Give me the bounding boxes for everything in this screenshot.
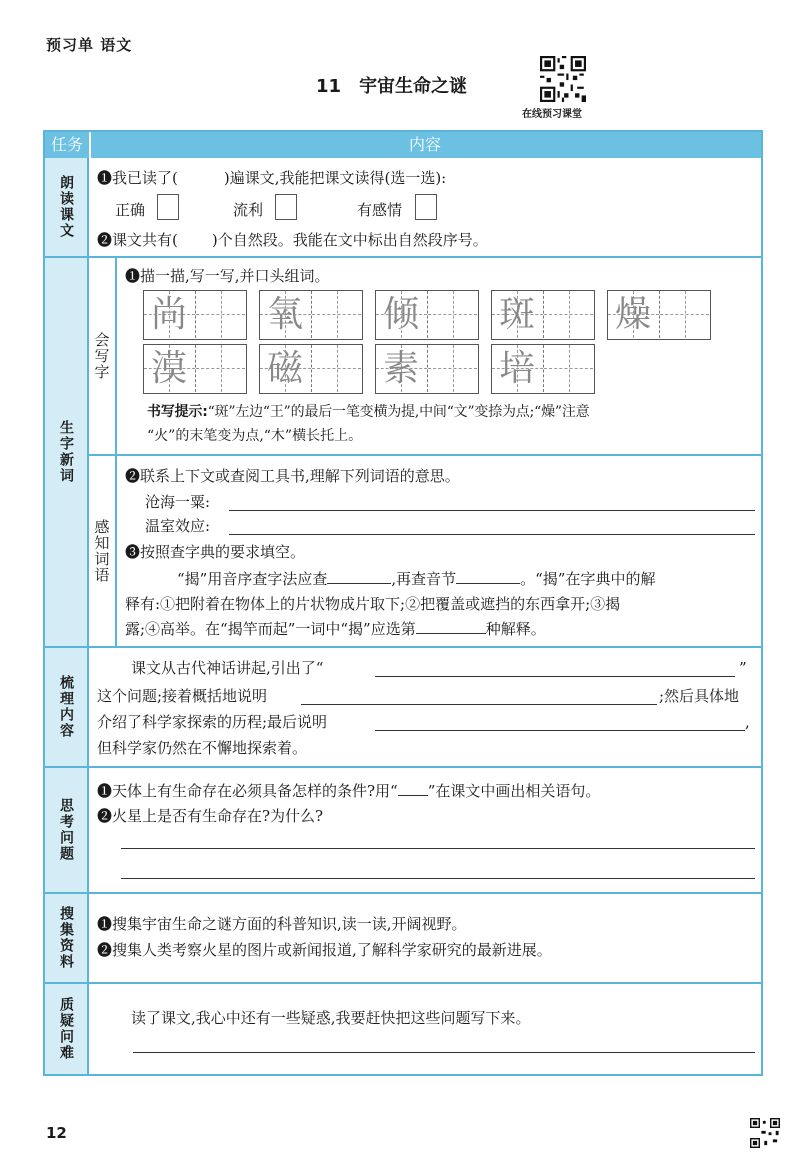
- model-character: 倾: [382, 294, 419, 335]
- term-canghai: 沧海一粟:: [145, 493, 211, 511]
- qr-code-icon[interactable]: [540, 56, 586, 102]
- term-greenhouse-answer-line[interactable]: [229, 534, 755, 535]
- outline-line2-end: ;然后具体地: [659, 687, 740, 705]
- model-character: 氧: [266, 294, 303, 335]
- outline-line1-start: 课文从古代神话讲起,引出了“: [131, 659, 324, 677]
- q3-blank-meaning[interactable]: [416, 618, 486, 634]
- col-content-header: 内容: [89, 132, 761, 158]
- option-correct-label: 正确: [115, 201, 146, 219]
- words-q3-line2: 释有:①把附着在物体上的片状物成片取下;②把覆盖或遮挡的东西拿开;③揭: [125, 595, 621, 613]
- doubts-answer-line[interactable]: [133, 1052, 755, 1053]
- model-character: 培: [498, 348, 535, 389]
- outline-blank-3[interactable]: [375, 730, 745, 731]
- writing-hint-line2: “火”的末笔变为点,“木”横长托上。: [147, 428, 363, 444]
- row-label-questions: 思考问题: [45, 768, 89, 892]
- option-correct-checkbox[interactable]: [157, 194, 179, 220]
- question-1: ❶天体上有生命存在必须具备怎样的条件?用“ ”在课文中画出相关语句。: [97, 782, 601, 800]
- model-character: 斑: [498, 294, 535, 335]
- sublabel-write: 会写字: [89, 258, 117, 454]
- term-greenhouse: 温室效应:: [145, 517, 211, 535]
- reading-line2: ❷课文共有( )个自然段。我能在文中标出自然段序号。: [97, 231, 488, 249]
- sublabel-perceive: 感知词语: [89, 456, 117, 646]
- q3-blank-letter[interactable]: [327, 568, 391, 584]
- collect-item-1: ❶搜集宇宙生命之谜方面的科普知识,读一读,开阔视野。: [97, 915, 467, 933]
- row-label-outline: 梳理内容: [45, 648, 89, 766]
- char-grid[interactable]: [143, 290, 247, 340]
- lesson-number: 11: [316, 76, 342, 97]
- outline-line4: 但科学家仍然在不懈地探索着。: [97, 739, 308, 757]
- table-header: [45, 132, 761, 158]
- outline-line3-end: ,: [745, 713, 750, 731]
- term-canghai-answer-line[interactable]: [229, 510, 755, 511]
- outline-line3-start: 介绍了科学家探索的历程;最后说明: [97, 713, 328, 731]
- doubts-prompt: 读了课文,我心中还有一些疑惑,我要赶快把这些问题写下来。: [131, 1009, 531, 1027]
- preview-table: [43, 130, 763, 1076]
- model-character: 尚: [150, 294, 187, 335]
- page-number: 12: [46, 1124, 67, 1142]
- reading-line1: ❶我已读了( )遍课文,我能把课文读得(选一选):: [97, 169, 447, 187]
- model-character: 燥: [614, 294, 651, 335]
- char-grid[interactable]: [259, 290, 363, 340]
- collect-item-2: ❷搜集人类考察火星的图片或新闻报道,了解科学家研究的最新进展。: [97, 941, 552, 959]
- outline-blank-1[interactable]: [375, 676, 735, 677]
- row-label-collect: 搜集资料: [45, 894, 89, 982]
- char-grid[interactable]: [143, 344, 247, 394]
- lesson-title-text: 宇宙生命之谜: [359, 76, 468, 97]
- outline-line2-start: 这个问题;接着概括地说明: [97, 687, 268, 705]
- question-2-answer-line-1[interactable]: [121, 848, 755, 849]
- words-q2: ❷联系上下文或查阅工具书,理解下列词语的意思。: [125, 467, 460, 485]
- header-label: 预习单 语文: [46, 36, 133, 54]
- option-fluent-checkbox[interactable]: [275, 194, 297, 220]
- row-label-doubts: 质疑问难: [45, 984, 89, 1074]
- qr-caption: 在线预习课堂: [522, 109, 582, 120]
- row-label-reading: 朗读课文: [45, 158, 89, 256]
- char-grid[interactable]: [375, 344, 479, 394]
- outline-blank-2[interactable]: [301, 704, 657, 705]
- char-grid[interactable]: [491, 344, 595, 394]
- words-q3: ❸按照查字典的要求填空。: [125, 543, 306, 561]
- writing-hint-line1: 书写提示:“斑”左边“王”的最后一笔变横为提,中间“文”变捺为点;“燥”注意: [147, 404, 590, 420]
- words-q3-line1: “揭”用音序查字法应查 ,再查音节 。“揭”在字典中的解: [177, 570, 656, 588]
- outline-line1-end: ”: [739, 659, 747, 677]
- col-task-header: 任务: [50, 135, 83, 154]
- q3-blank-syllable[interactable]: [456, 568, 520, 584]
- model-character: 漠: [150, 348, 187, 389]
- model-character: 磁: [266, 348, 303, 389]
- model-character: 素: [382, 348, 419, 389]
- option-expressive-checkbox[interactable]: [415, 194, 437, 220]
- option-fluent-label: 流利: [233, 201, 264, 219]
- char-grid[interactable]: [491, 290, 595, 340]
- qr-code-icon[interactable]: [750, 1118, 780, 1148]
- words-q3-line3: 露;④高举。在“揭竿而起”一词中“揭”应选第 种解释。: [125, 620, 546, 638]
- option-expressive-label: 有感情: [357, 201, 403, 219]
- question-2-answer-line-2[interactable]: [121, 878, 755, 879]
- question-2: ❷火星上是否有生命存在?为什么?: [97, 807, 324, 825]
- row-label-words: 生字新词: [45, 258, 89, 646]
- char-grid[interactable]: [375, 290, 479, 340]
- char-grid[interactable]: [259, 344, 363, 394]
- char-grid[interactable]: [607, 290, 711, 340]
- lesson-title: [316, 72, 467, 98]
- write-instruction: ❶描一描,写一写,并口头组词。: [125, 267, 330, 285]
